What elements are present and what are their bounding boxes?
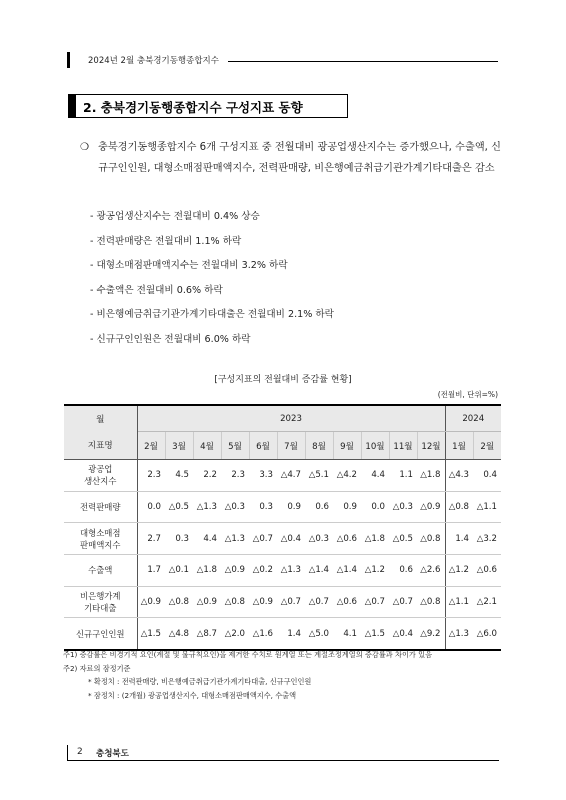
section-title: 2. 충북경기동행종합지수 구성지표 동향 [83, 100, 303, 115]
value-cell: △0.3 [221, 491, 249, 523]
table-unit: (전월비, 단위=%) [437, 390, 498, 399]
running-header: 2024년 2월 충북경기동행종합지수 [88, 56, 219, 66]
footer-publisher: 충청북도 [96, 749, 129, 759]
value-cell: △1.2 [445, 555, 473, 587]
value-cell: 2.2 [193, 460, 221, 492]
value-cell: 0.3 [249, 491, 277, 523]
month-header: 1월 [445, 432, 473, 460]
corner-indicator-label: 지표명 [64, 432, 137, 460]
value-cell: △5.1 [305, 460, 333, 492]
value-cell: △0.2 [249, 555, 277, 587]
value-cell: 1.1 [389, 460, 417, 492]
month-header: 3월 [165, 432, 193, 460]
value-cell: △0.9 [249, 586, 277, 618]
note-line: 주1) 증감률은 비경기적 요인(계절 및 불규칙요인)을 제거한 수치로 원계열 또는 계절조정계열의 증감률과 차이가 있음 [63, 650, 433, 659]
value-cell: △0.5 [389, 523, 417, 555]
note-line: * 확정치 : 전력판매량, 비은행예금취급기관가계기타대출, 신규구인인원 [88, 677, 312, 686]
month-header: 5월 [221, 432, 249, 460]
value-cell: △9.2 [417, 618, 445, 650]
value-cell: △0.7 [249, 523, 277, 555]
value-cell: 1.4 [445, 523, 473, 555]
value-cell: 0.4 [473, 460, 501, 492]
month-header: 7월 [277, 432, 305, 460]
table-row [64, 523, 501, 555]
table-row [64, 555, 501, 587]
value-cell: 1.7 [137, 555, 165, 587]
value-cell: △8.7 [193, 618, 221, 650]
value-cell: 0.9 [333, 491, 361, 523]
year-header: 2023 [137, 405, 445, 432]
circle-bullet-icon: ❍ [80, 142, 90, 153]
value-cell: △1.3 [277, 555, 305, 587]
month-header: 11월 [389, 432, 417, 460]
footer-bar [67, 745, 68, 761]
value-cell: △0.3 [389, 491, 417, 523]
value-cell: △0.7 [389, 586, 417, 618]
value-cell: △1.3 [193, 491, 221, 523]
indicator-name: 대형소매점 판매액지수 [64, 523, 137, 555]
value-cell: 3.3 [249, 460, 277, 492]
month-header: 6월 [249, 432, 277, 460]
value-cell: △0.8 [417, 586, 445, 618]
month-header: 9월 [333, 432, 361, 460]
value-cell: △1.3 [445, 618, 473, 650]
month-header: 2월 [137, 432, 165, 460]
value-cell: △1.6 [249, 618, 277, 650]
value-cell: △0.7 [277, 586, 305, 618]
bullet-item: - 수출액은 전월대비 0.6% 하락 [90, 284, 223, 296]
value-cell: △2.1 [473, 586, 501, 618]
value-cell: 0.0 [361, 491, 389, 523]
month-header: 12월 [417, 432, 445, 460]
indicator-name: 전력판매량 [64, 491, 137, 523]
value-cell: △0.6 [333, 523, 361, 555]
month-header: 10월 [361, 432, 389, 460]
value-cell: △4.7 [277, 460, 305, 492]
value-cell: △1.8 [193, 555, 221, 587]
value-cell: △1.5 [361, 618, 389, 650]
value-cell: △0.9 [193, 586, 221, 618]
value-cell: △1.8 [417, 460, 445, 492]
value-cell: △1.1 [445, 586, 473, 618]
value-cell: 4.4 [361, 460, 389, 492]
summary-paragraph [80, 137, 510, 179]
notes [63, 650, 432, 704]
table-row [64, 491, 501, 523]
value-cell: △0.8 [445, 491, 473, 523]
value-cell: △0.8 [417, 523, 445, 555]
bullet-item: - 전력판매량은 전월대비 1.1% 하락 [90, 235, 242, 247]
value-cell: △4.8 [165, 618, 193, 650]
value-cell: △2.0 [221, 618, 249, 650]
value-cell: △3.2 [473, 523, 501, 555]
value-cell: △0.6 [333, 586, 361, 618]
table-caption: [구성지표의 전월대비 증감률 현황] [214, 375, 352, 385]
value-cell: 2.3 [221, 460, 249, 492]
page-number: 2 [77, 747, 83, 757]
value-cell: △1.1 [473, 491, 501, 523]
value-cell: △1.3 [221, 523, 249, 555]
value-cell: △0.4 [277, 523, 305, 555]
indicator-table [64, 404, 501, 651]
table-row [64, 618, 501, 650]
value-cell: 0.3 [165, 523, 193, 555]
section-title-box [68, 94, 348, 118]
value-cell: △1.4 [305, 555, 333, 587]
value-cell: △0.8 [221, 586, 249, 618]
value-cell: △1.5 [137, 618, 165, 650]
header-rule [228, 61, 498, 62]
section-title-bar [69, 95, 76, 117]
bullet-item: - 대형소매점판매액지수는 전월대비 3.2% 하락 [90, 260, 288, 271]
bullet-list [90, 208, 334, 355]
value-cell: △0.9 [417, 491, 445, 523]
value-cell: 0.6 [389, 555, 417, 587]
year-header: 2024 [445, 405, 501, 432]
value-cell: 1.4 [277, 618, 305, 650]
month-header: 8월 [305, 432, 333, 460]
value-cell: 0.9 [277, 491, 305, 523]
value-cell: △6.0 [473, 618, 501, 650]
value-cell: △0.7 [305, 586, 333, 618]
indicator-name: 광공업 생산지수 [64, 460, 137, 492]
value-cell: △0.4 [389, 618, 417, 650]
value-cell: △0.3 [305, 523, 333, 555]
bullet-item: - 광공업생산지수는 전월대비 0.4% 상승 [90, 211, 260, 222]
value-cell: 4.5 [165, 460, 193, 492]
value-cell: △4.2 [333, 460, 361, 492]
summary-text: 충북경기동행종합지수 6개 구성지표 중 전월대비 광공업생산지수는 증가했으나, 수출액, 신규구인인원, 대형소매점판매액지수, 전력판매량, 비은행예금취급기관가계기타대출은 감소 [98, 142, 501, 174]
value-cell: △1.8 [361, 523, 389, 555]
value-cell: 2.3 [137, 460, 165, 492]
bullet-item: - 비은행예금취급기관가계기타대출은 전월대비 2.1% 하락 [90, 309, 334, 320]
bullet-item: - 신규구인인원은 전월대비 6.0% 하락 [90, 333, 251, 345]
value-cell: △0.9 [221, 555, 249, 587]
value-cell: 2.7 [137, 523, 165, 555]
header-bar [67, 52, 70, 68]
value-cell: △0.7 [361, 586, 389, 618]
value-cell: △0.5 [165, 491, 193, 523]
table-row [64, 460, 501, 492]
footer-rule [67, 760, 499, 761]
month-header: 2월 [473, 432, 501, 460]
value-cell: △2.6 [417, 555, 445, 587]
value-cell: △4.3 [445, 460, 473, 492]
value-cell: 0.0 [137, 491, 165, 523]
note-line: * 잠정치 : (2개월) 광공업생산지수, 대형소매점판매액지수, 수출액 [88, 690, 297, 700]
month-header: 4월 [193, 432, 221, 460]
value-cell: △0.6 [473, 555, 501, 587]
value-cell: △0.1 [165, 555, 193, 587]
indicator-name: 신규구인인원 [64, 618, 137, 650]
value-cell: △1.2 [361, 555, 389, 587]
value-cell: △1.4 [333, 555, 361, 587]
note-line: 주2) 자료의 잠정기준 [63, 663, 131, 673]
value-cell: 4.1 [333, 618, 361, 650]
indicator-name: 비은행가계 기타대출 [64, 586, 137, 618]
value-cell: 4.4 [193, 523, 221, 555]
value-cell: △0.8 [165, 586, 193, 618]
value-cell: △0.9 [137, 586, 165, 618]
table-row [64, 586, 501, 618]
indicator-name: 수출액 [64, 555, 137, 587]
value-cell: 0.6 [305, 491, 333, 523]
corner-month-label: 월 [64, 405, 137, 432]
value-cell: △5.0 [305, 618, 333, 650]
